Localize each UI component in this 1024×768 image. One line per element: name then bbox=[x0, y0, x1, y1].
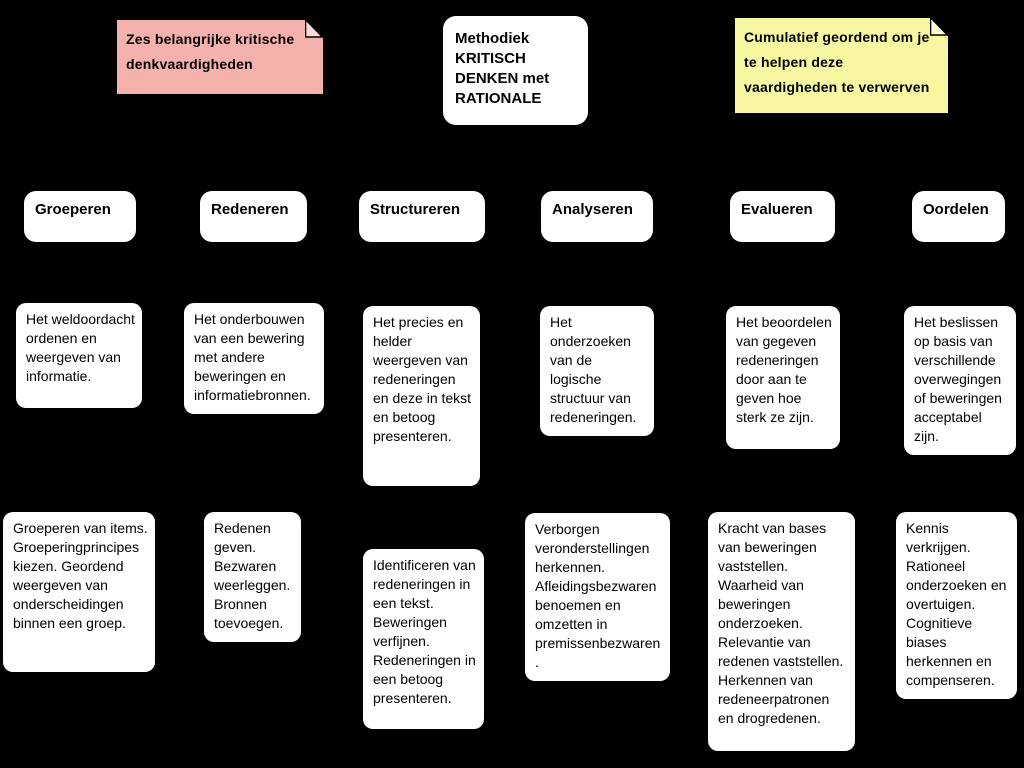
node-definition-structureren[interactable] bbox=[363, 306, 480, 486]
node-skills-text: Kracht van bases van beweringen vaststellen. Waarheid van beweringen onderzoeken. Relevantie van redenen vaststellen. Herkennen van redeneerpatronen en drogredenen. bbox=[718, 520, 844, 726]
node-definition-redeneren[interactable] bbox=[184, 303, 324, 414]
folded-corner-icon bbox=[305, 19, 324, 38]
node-skills-text: Redenen geven. Bezwaren weerleggen. Bronnen toevoegen. bbox=[214, 520, 291, 631]
node-methodiek[interactable] bbox=[443, 16, 588, 125]
node-header-label: Analyseren bbox=[552, 201, 633, 218]
node-definition-text: Het onderbouwen van een bewering met andere beweringen en informatiebronnen. bbox=[194, 311, 311, 403]
node-methodiek-line: Methodiek bbox=[455, 30, 530, 47]
node-skills-groeperen[interactable] bbox=[3, 512, 155, 672]
node-header-analyseren[interactable] bbox=[541, 191, 653, 242]
folded-corner-icon bbox=[930, 17, 949, 36]
node-definition-text: Het beoordelen van gegeven redeneringen door aan te geven hoe sterk ze zijn. bbox=[736, 314, 832, 425]
note-six-skills-line: denkvaardigheden bbox=[126, 56, 253, 72]
node-methodiek-line: KRITISCH bbox=[455, 50, 526, 67]
node-definition-text: Het beslissen op basis van verschillende overwegingen of beweringen acceptabel zijn. bbox=[914, 314, 1002, 444]
node-definition-groeperen[interactable] bbox=[16, 303, 142, 408]
node-header-label: Oordelen bbox=[923, 201, 989, 218]
node-skills-text: Verborgen veronderstellingen herkennen. Afleidingsbezwaren benoemen en omzetten in premissenbezwaren. bbox=[535, 521, 661, 670]
node-skills-evalueren[interactable] bbox=[708, 512, 855, 751]
note-six-skills[interactable] bbox=[117, 20, 323, 94]
note-cumulatief[interactable] bbox=[735, 18, 948, 113]
node-skills-structureren[interactable] bbox=[363, 549, 484, 729]
note-cumulatief-line: vaardigheden te verwerven bbox=[744, 79, 930, 95]
node-skills-redeneren[interactable] bbox=[204, 512, 301, 642]
node-header-groeperen[interactable] bbox=[24, 191, 136, 242]
node-definition-evalueren[interactable] bbox=[726, 306, 840, 449]
note-cumulatief-line: Cumulatief geordend om je bbox=[744, 29, 930, 45]
node-skills-analyseren[interactable] bbox=[525, 513, 670, 681]
node-header-label: Redeneren bbox=[211, 201, 289, 218]
note-six-skills-line: Zes belangrijke kritische bbox=[126, 31, 295, 47]
node-header-label: Groeperen bbox=[35, 201, 111, 218]
node-header-label: Structureren bbox=[370, 201, 461, 218]
node-definition-text: Het onderzoeken van de logische structuur van redeneringen. bbox=[550, 314, 637, 425]
node-header-structureren[interactable] bbox=[359, 191, 485, 242]
node-skills-text: Identificeren van redeneringen in een tekst. Beweringen verfijnen. Redeneringen in een betoog presenteren. bbox=[373, 557, 476, 706]
node-skills-text: Kennis verkrijgen. Rationeel onderzoeken en overtuigen. Cognitieve biases herkennen en compenseren. bbox=[906, 520, 1007, 688]
node-header-oordelen[interactable] bbox=[912, 191, 1005, 242]
node-methodiek-line: RATIONALE bbox=[455, 90, 542, 107]
node-definition-text: Het weldoordacht ordenen en weergeven van informatie. bbox=[26, 311, 135, 384]
node-definition-text: Het precies en helder weergeven van redeneringen en deze in tekst en betoog presenteren. bbox=[373, 314, 472, 444]
node-header-label: Evalueren bbox=[741, 201, 813, 218]
node-header-evalueren[interactable] bbox=[730, 191, 835, 242]
node-header-redeneren[interactable] bbox=[200, 191, 307, 242]
node-definition-analyseren[interactable] bbox=[540, 306, 654, 436]
node-methodiek-line: DENKEN met bbox=[455, 70, 550, 87]
node-skills-text: Groeperen van items. Groeperingprincipes kiezen. Geordend weergeven van onderscheidingen binnen een groep. bbox=[13, 520, 148, 631]
node-skills-oordelen[interactable] bbox=[896, 512, 1017, 699]
node-definition-oordelen[interactable] bbox=[904, 306, 1016, 455]
note-cumulatief-line: te helpen deze bbox=[744, 54, 844, 70]
